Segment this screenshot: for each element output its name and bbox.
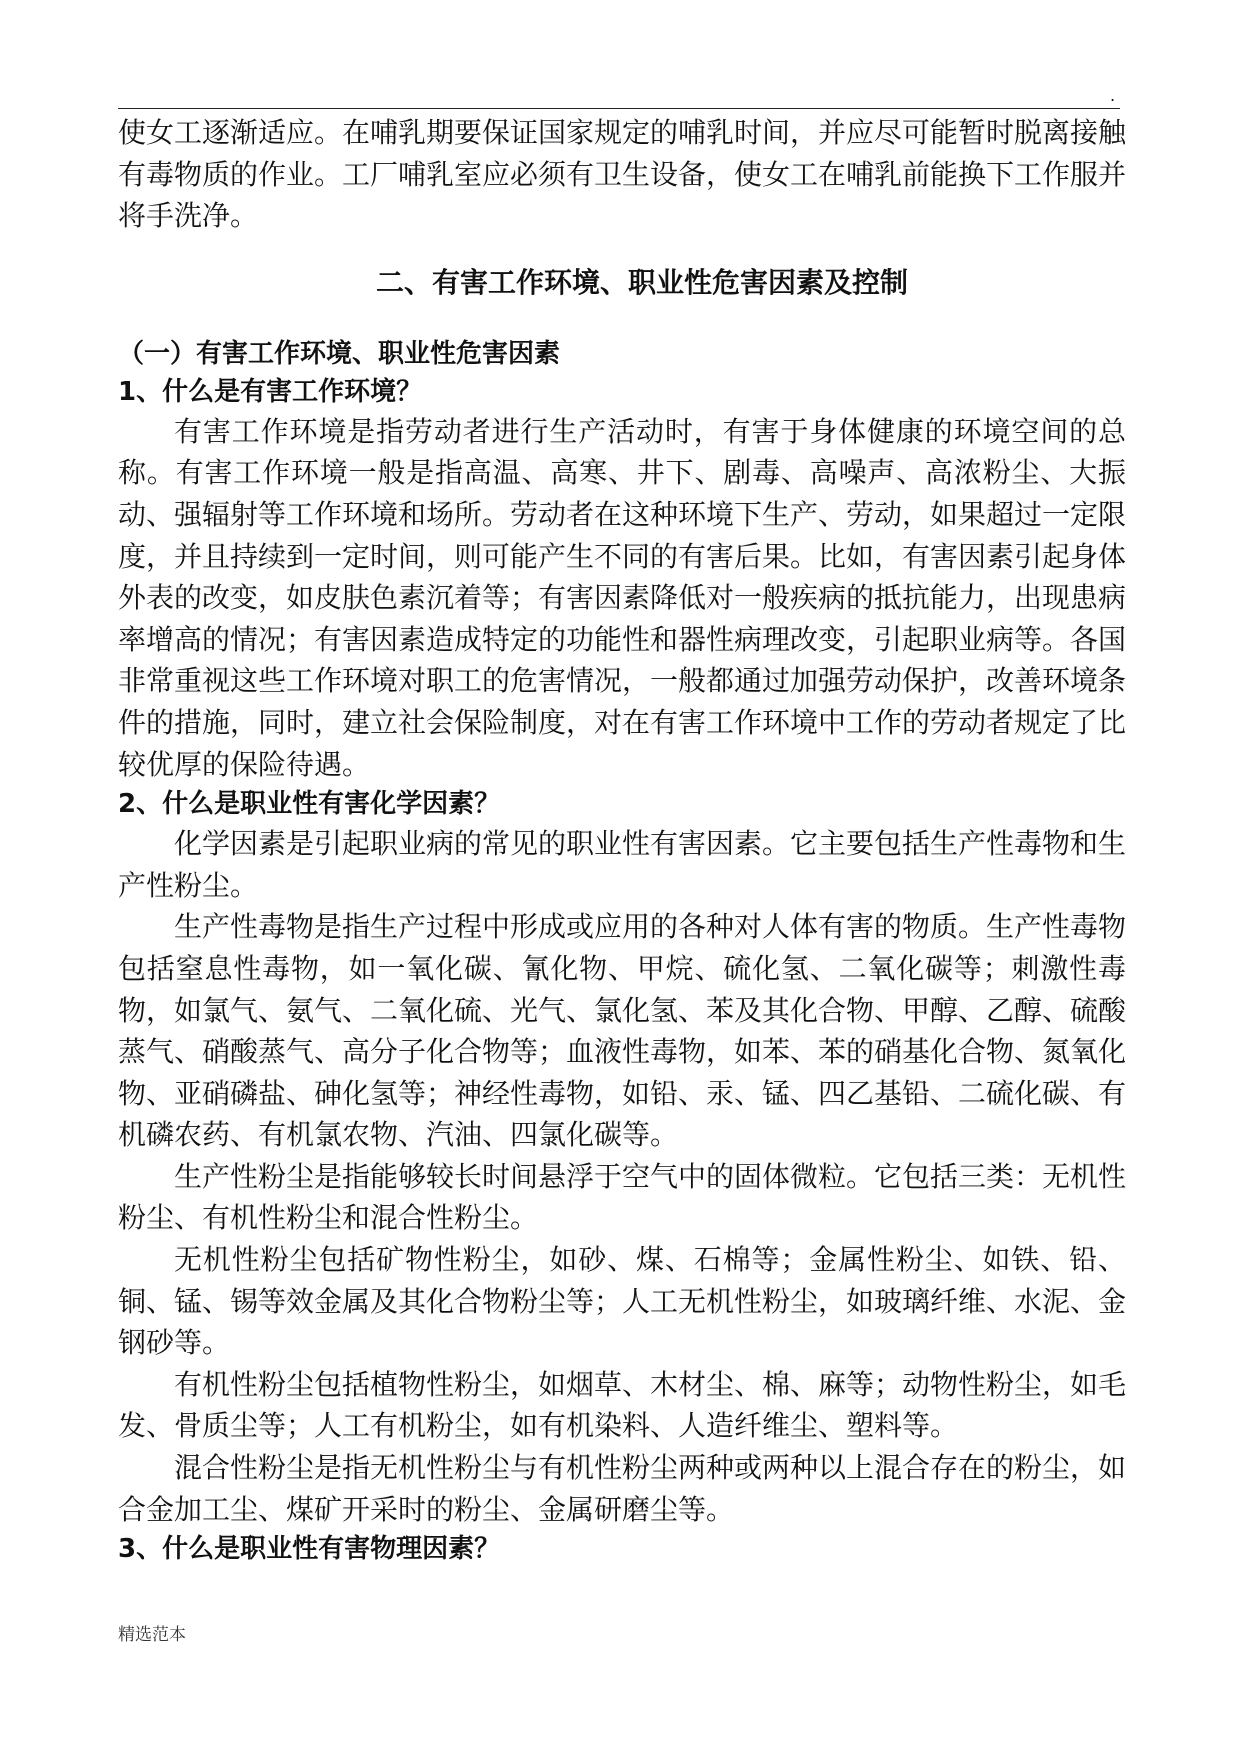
body-paragraph: 混合性粉尘是指无机性粉尘与有机性粉尘两种或两种以上混合存在的粉尘，如合金加工尘、煤矿开采时的粉尘、金属研磨尘等。 <box>118 1451 1127 1526</box>
subsection-heading: （一）有害工作环境、职业性危害因素 <box>118 338 561 369</box>
document-body <box>118 112 1126 1568</box>
section-heading: 二、有害工作环境、职业性危害因素及控制 <box>375 265 908 299</box>
body-paragraph: 化学因素是引起职业病的常见的职业性有害因素。它主要包括生产性毒物和生产性粉尘。 <box>118 827 1127 902</box>
body-paragraph: 生产性毒物是指生产过程中形成或应用的各种对人体有害的物质。生产性毒物包括窒息性毒物，如一氧化碳、氰化物、甲烷、硫化氢、二氧化碳等；刺激性毒物，如氯气、氨气、二氧化硫、光气、氯化氢、苯及其化合物、甲醇、乙醇、硫酸蒸气、硝酸蒸气、高分子化合物等；血液性毒物，如苯、苯的硝基化合物、氮氧化物、亚硝磷盐、砷化氢等；神经性毒物，如铅、汞、锰、四乙基铅、二硫化碳、有机磷农药、有机氯农物、汽油、四氯化碳等。 <box>118 910 1127 1152</box>
question-heading: 1、什么是有害工作环境？ <box>118 376 423 407</box>
body-paragraph: 有害工作环境是指劳动者进行生产活动时，有害于身体健康的环境空间的总称。有害工作环境一般是指高温、高寒、井下、剧毒、高噪声、高浓粉尘、大振动、强辐射等工作环境和场所。劳动者在这种环境下生产、劳动，如果超过一定限度，并且持续到一定时间，则可能产生不同的有害后果。比如，有害因素引起身体外表的改变，如皮肤色素沉着等；有害因素降低对一般疾病的抵抗能力，出现患病率增高的情况；有害因素造成特定的功能性和器性病理改变，引起职业病等。各国非常重视这些工作环境对职工的危害情况，一般都通过加强劳动保护，改善环境条件的措施，同时，建立社会保险制度，对在有害工作环境中工作的劳动者规定了比较优厚的保险待遇。 <box>118 414 1127 781</box>
question-heading: 3、什么是职业性有害物理因素？ <box>118 1534 501 1565</box>
body-paragraph: 生产性粉尘是指能够较长时间悬浮于空气中的固体微粒。它包括三类：无机性粉尘、有机性粉尘和混合性粉尘。 <box>118 1159 1127 1235</box>
body-paragraph: 无机性粉尘包括矿物性粉尘，如砂、煤、石棉等；金属性粉尘、如铁、铅、铜、锰、锡等效金属及其化合物粉尘等；人工无机性粉尘，如玻璃纤维、水泥、金钢砂等。 <box>118 1243 1127 1360</box>
body-paragraph: 有机性粉尘包括植物性粉尘，如烟草、木材尘、棉、麻等；动物性粉尘，如毛发、骨质尘等；人工有机粉尘，如有机染料、人造纤维尘、塑料等。 <box>118 1367 1127 1443</box>
footer-label: 精选范本 <box>118 1625 186 1645</box>
header-mark: . <box>1110 86 1116 105</box>
header-rule <box>118 108 1120 109</box>
body-paragraph: 使女工逐渐适应。在哺乳期要保证国家规定的哺乳时间，并应尽可能暂时脱离接触有毒物质的作业。工厂哺乳室应必须有卫生设备，使女工在哺乳前能换下工作服并将手洗净。 <box>118 116 1127 233</box>
question-heading: 2、什么是职业性有害化学因素？ <box>118 789 501 820</box>
